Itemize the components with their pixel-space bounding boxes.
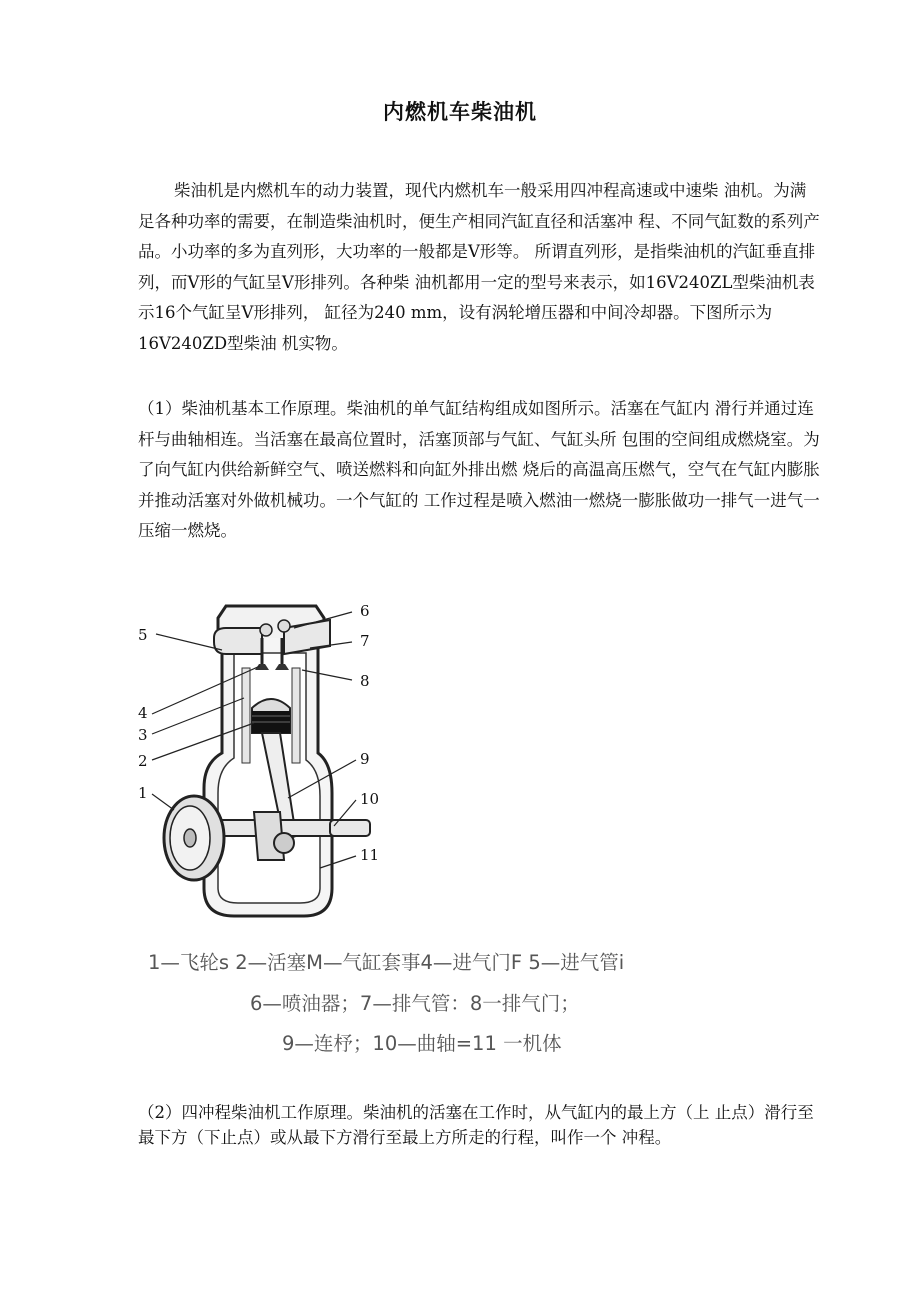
- label-11: 11: [360, 846, 380, 864]
- document-title: 内燃机车柴油机: [383, 100, 537, 124]
- label-6: 6: [360, 602, 370, 620]
- label-1: 1: [138, 784, 148, 802]
- engine-cylinder-diagram: [134, 598, 386, 928]
- label-7: 7: [360, 632, 370, 650]
- paragraph-working-principle: （1）柴油机基本工作原理。柴油机的单气缸结构组成如图所示。活塞在气缸内 滑行并通过连杆与曲轴相连。当活塞在最高位置时，活塞顶部与气缸、气缸头所 包围的空间组成燃烧室。为了向气缸内供给新鲜空气、喷送燃料和向缸外排出燃 烧后的高温高压燃气，空气在气缸内膨胀并推动活塞对外做机械功。一个气缸的 工作过程是喷入燃油一燃烧一膨胀做功一排气一进气一压缩一燃烧。: [138, 399, 820, 540]
- figure-caption-line-3: 9—连杼；10—曲轴=11 一机体: [282, 1032, 562, 1055]
- label-3: 3: [138, 726, 148, 744]
- paragraph-intro: 柴油机是内燃机车的动力装置，现代内燃机车一般采用四冲程高速或中速柴 油机。为满足各种功率的需要，在制造柴油机时，便生产相同汽缸直径和活塞冲 程、不同气缸数的系列产品。小功率的多为直列形，大功率的一般都是V形等。 所谓直列形，是指柴油机的汽缸垂直排列，而V形的气缸呈V形排列。各种柴 油机都用一定的型号来表示，如16V240ZL型柴油机表示16个气缸呈V形排列， 缸径为240 mm，设有涡轮增压器和中间冷却器。下图所示为16V240ZD型柴油 机实物。: [138, 181, 820, 353]
- label-10: 10: [360, 790, 380, 808]
- label-9: 9: [360, 750, 370, 768]
- paragraph-four-stroke: （2）四冲程柴油机工作原理。柴油机的活塞在工作时，从气缸内的最上方（上 止点）滑行至最下方（下止点）或从最下方滑行至最上方所走的行程，叫作一个 冲程。: [138, 1103, 814, 1147]
- figure-caption-line-1: 1—飞轮s 2—活塞M—气缸套事4—进气门F 5—进气管i: [148, 951, 625, 974]
- label-5: 5: [138, 626, 148, 644]
- figure-caption-line-2: 6—喷油器；7—排气管：8一排气门；: [250, 992, 580, 1015]
- label-2: 2: [138, 752, 148, 770]
- label-4: 4: [138, 704, 148, 722]
- label-8: 8: [360, 672, 370, 690]
